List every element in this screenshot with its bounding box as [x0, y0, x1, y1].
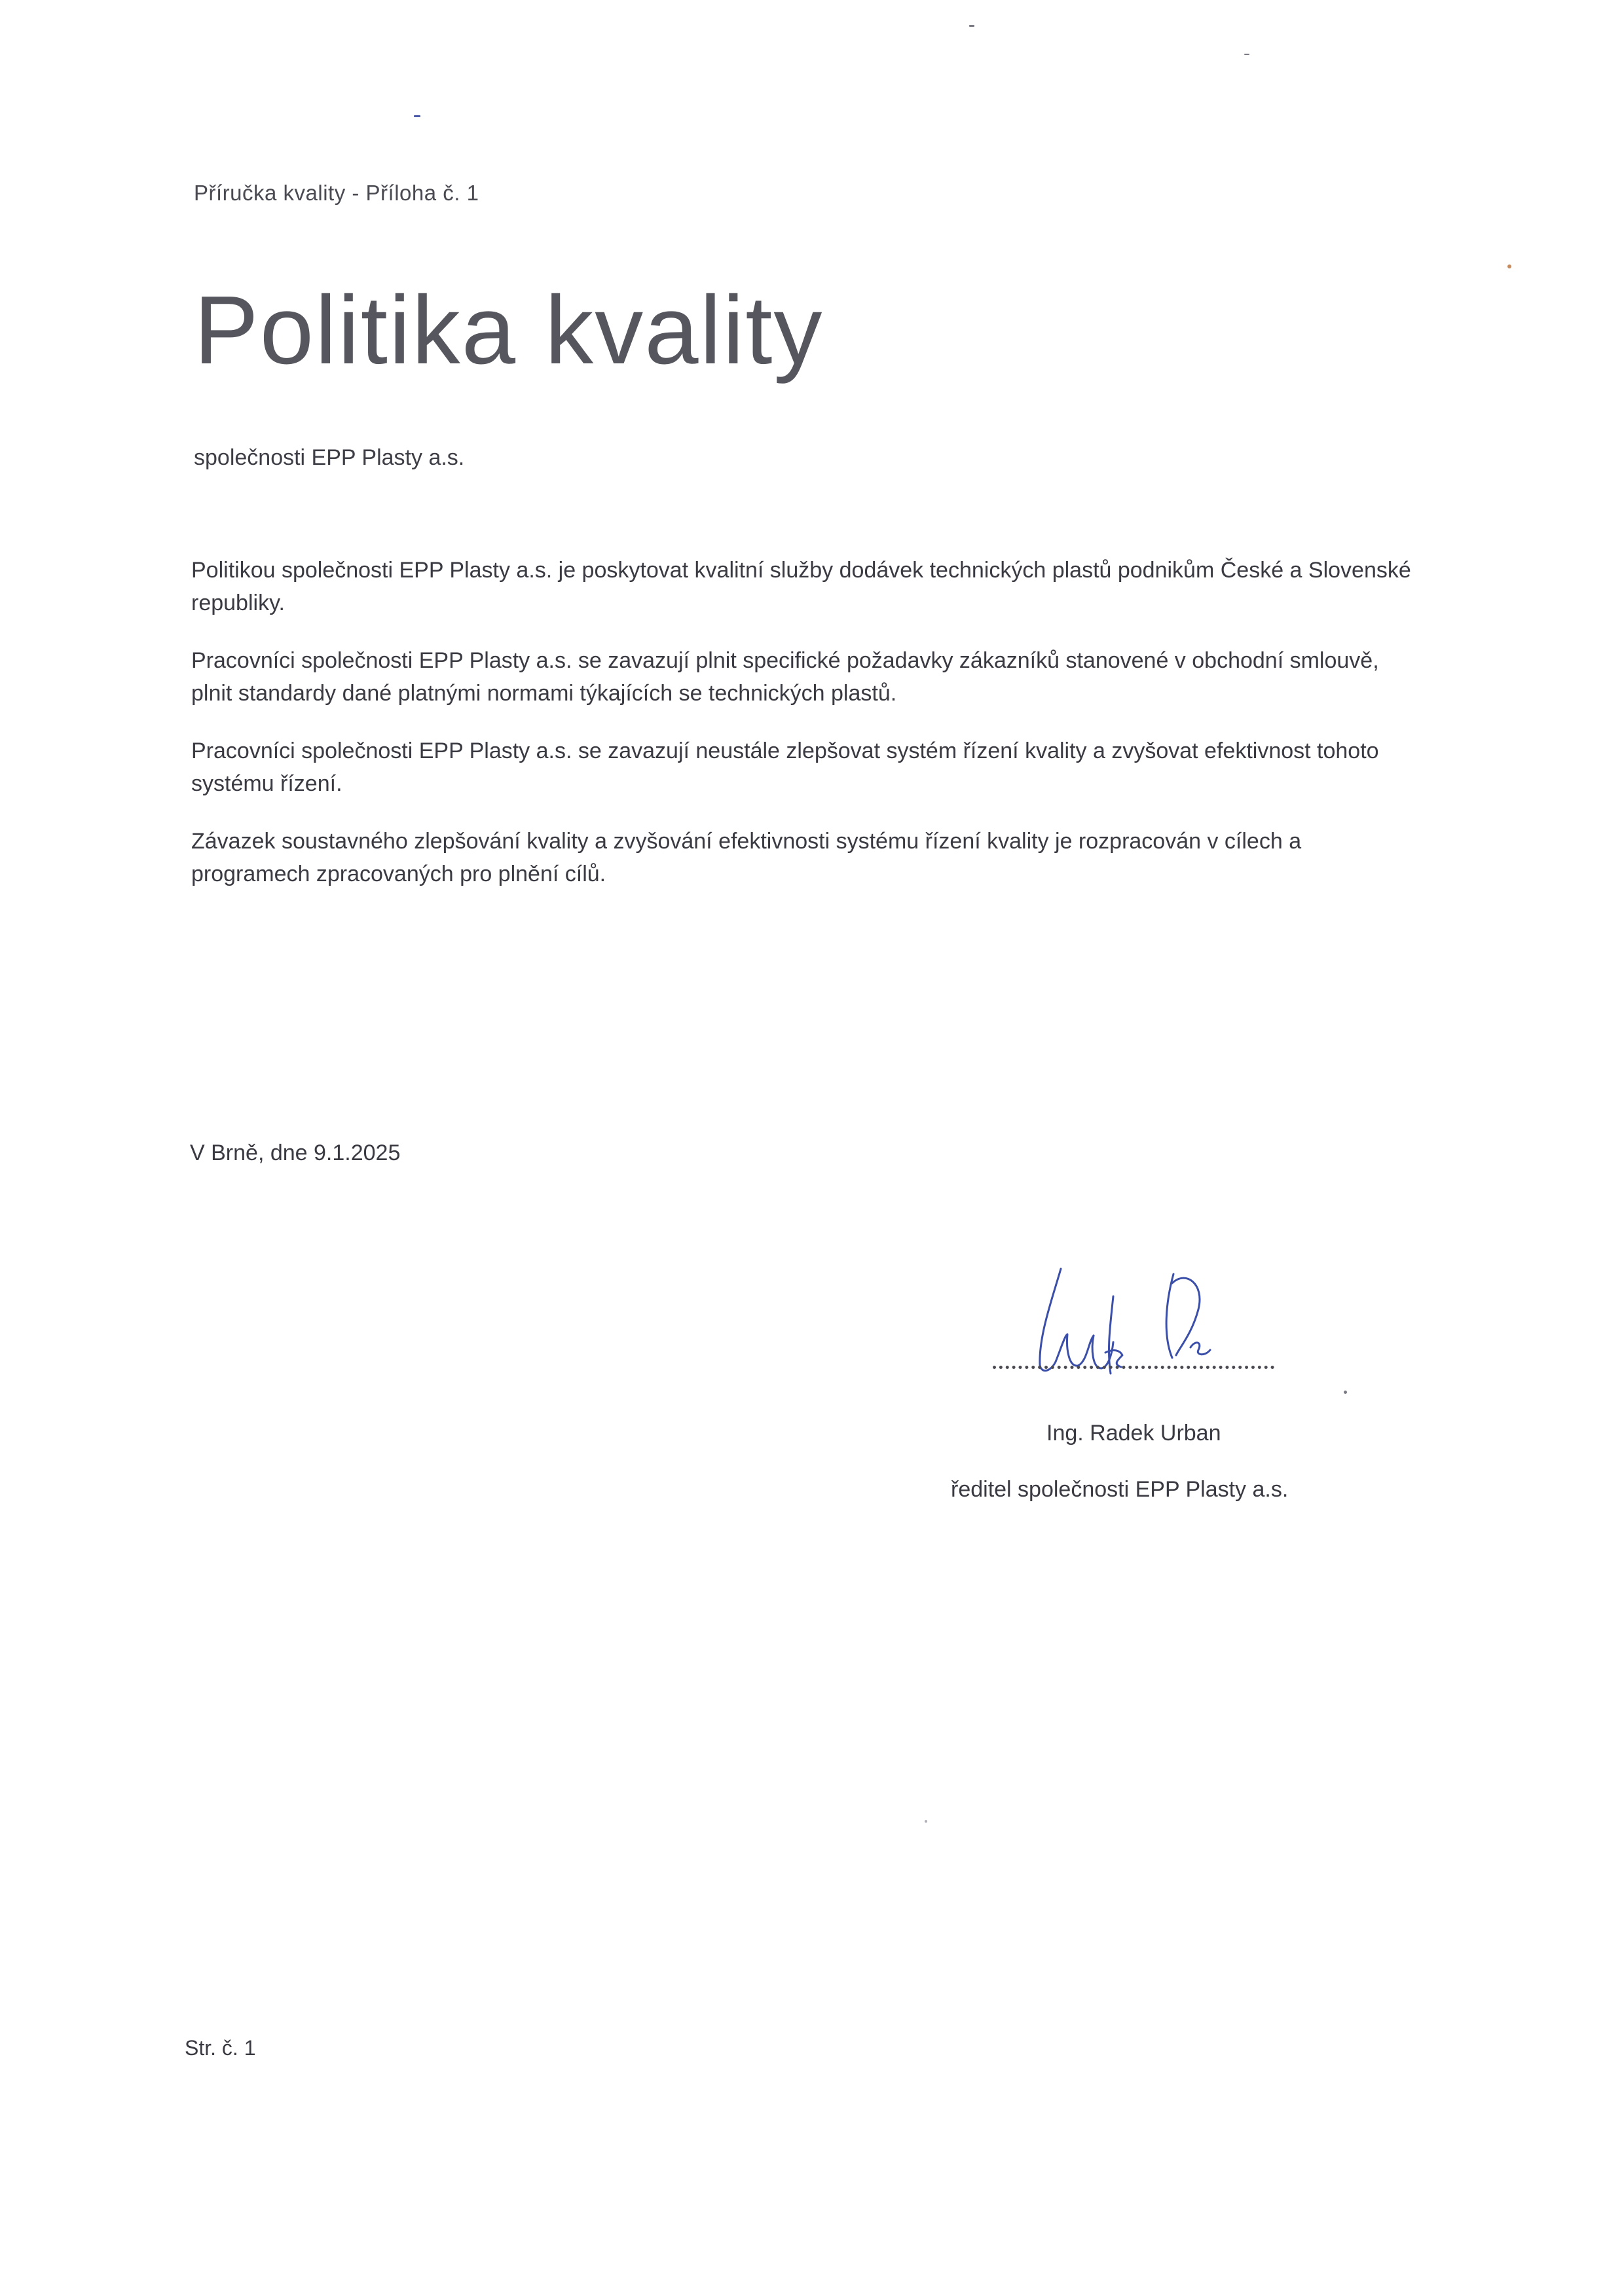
scan-speck — [1244, 54, 1249, 55]
page-title: Politika kvality — [194, 276, 824, 384]
scan-speck — [969, 25, 974, 27]
header-reference: Příručka kvality - Příloha č. 1 — [194, 181, 479, 205]
paragraph-4: Závazek soustavného zlepšování kvality a zvyšování efektivnosti systému řízení kvality je rozpracován v cílech a programech zpracovaných pro plnění cílů. — [191, 829, 1302, 886]
signature-line — [993, 1366, 1274, 1369]
subtitle: společnosti EPP Plasty a.s. — [194, 445, 465, 470]
policy-body — [191, 554, 1416, 915]
signer-name: Ing. Radek Urban — [1046, 1421, 1221, 1446]
paragraph-1: Politikou společnosti EPP Plasty a.s. je poskytovat kvalitní služby dodávek technických plastů podnikům České a Slovenské republiky. — [191, 558, 1411, 615]
scan-speck — [1507, 264, 1511, 268]
scan-speck — [1344, 1391, 1347, 1394]
signer-role: ředitel společnosti EPP Plasty a.s. — [951, 1477, 1289, 1502]
scan-speck — [925, 1820, 927, 1823]
paragraph-2: Pracovníci společnosti EPP Plasty a.s. se zavazují plnit specifické požadavky zákazníků stanovené v obchodní smlouvě, plnit standardy dané platnými normami týkajících se technických plastů. — [191, 648, 1379, 706]
page-number: Str. č. 1 — [185, 2036, 256, 2060]
scan-speck — [414, 115, 420, 117]
place-date: V Brně, dne 9.1.2025 — [190, 1140, 401, 1165]
paragraph-3: Pracovníci společnosti EPP Plasty a.s. se zavazují neustále zlepšovat systém řízení kvality a zvyšovat efektivnost tohoto systému řízení. — [191, 738, 1379, 796]
